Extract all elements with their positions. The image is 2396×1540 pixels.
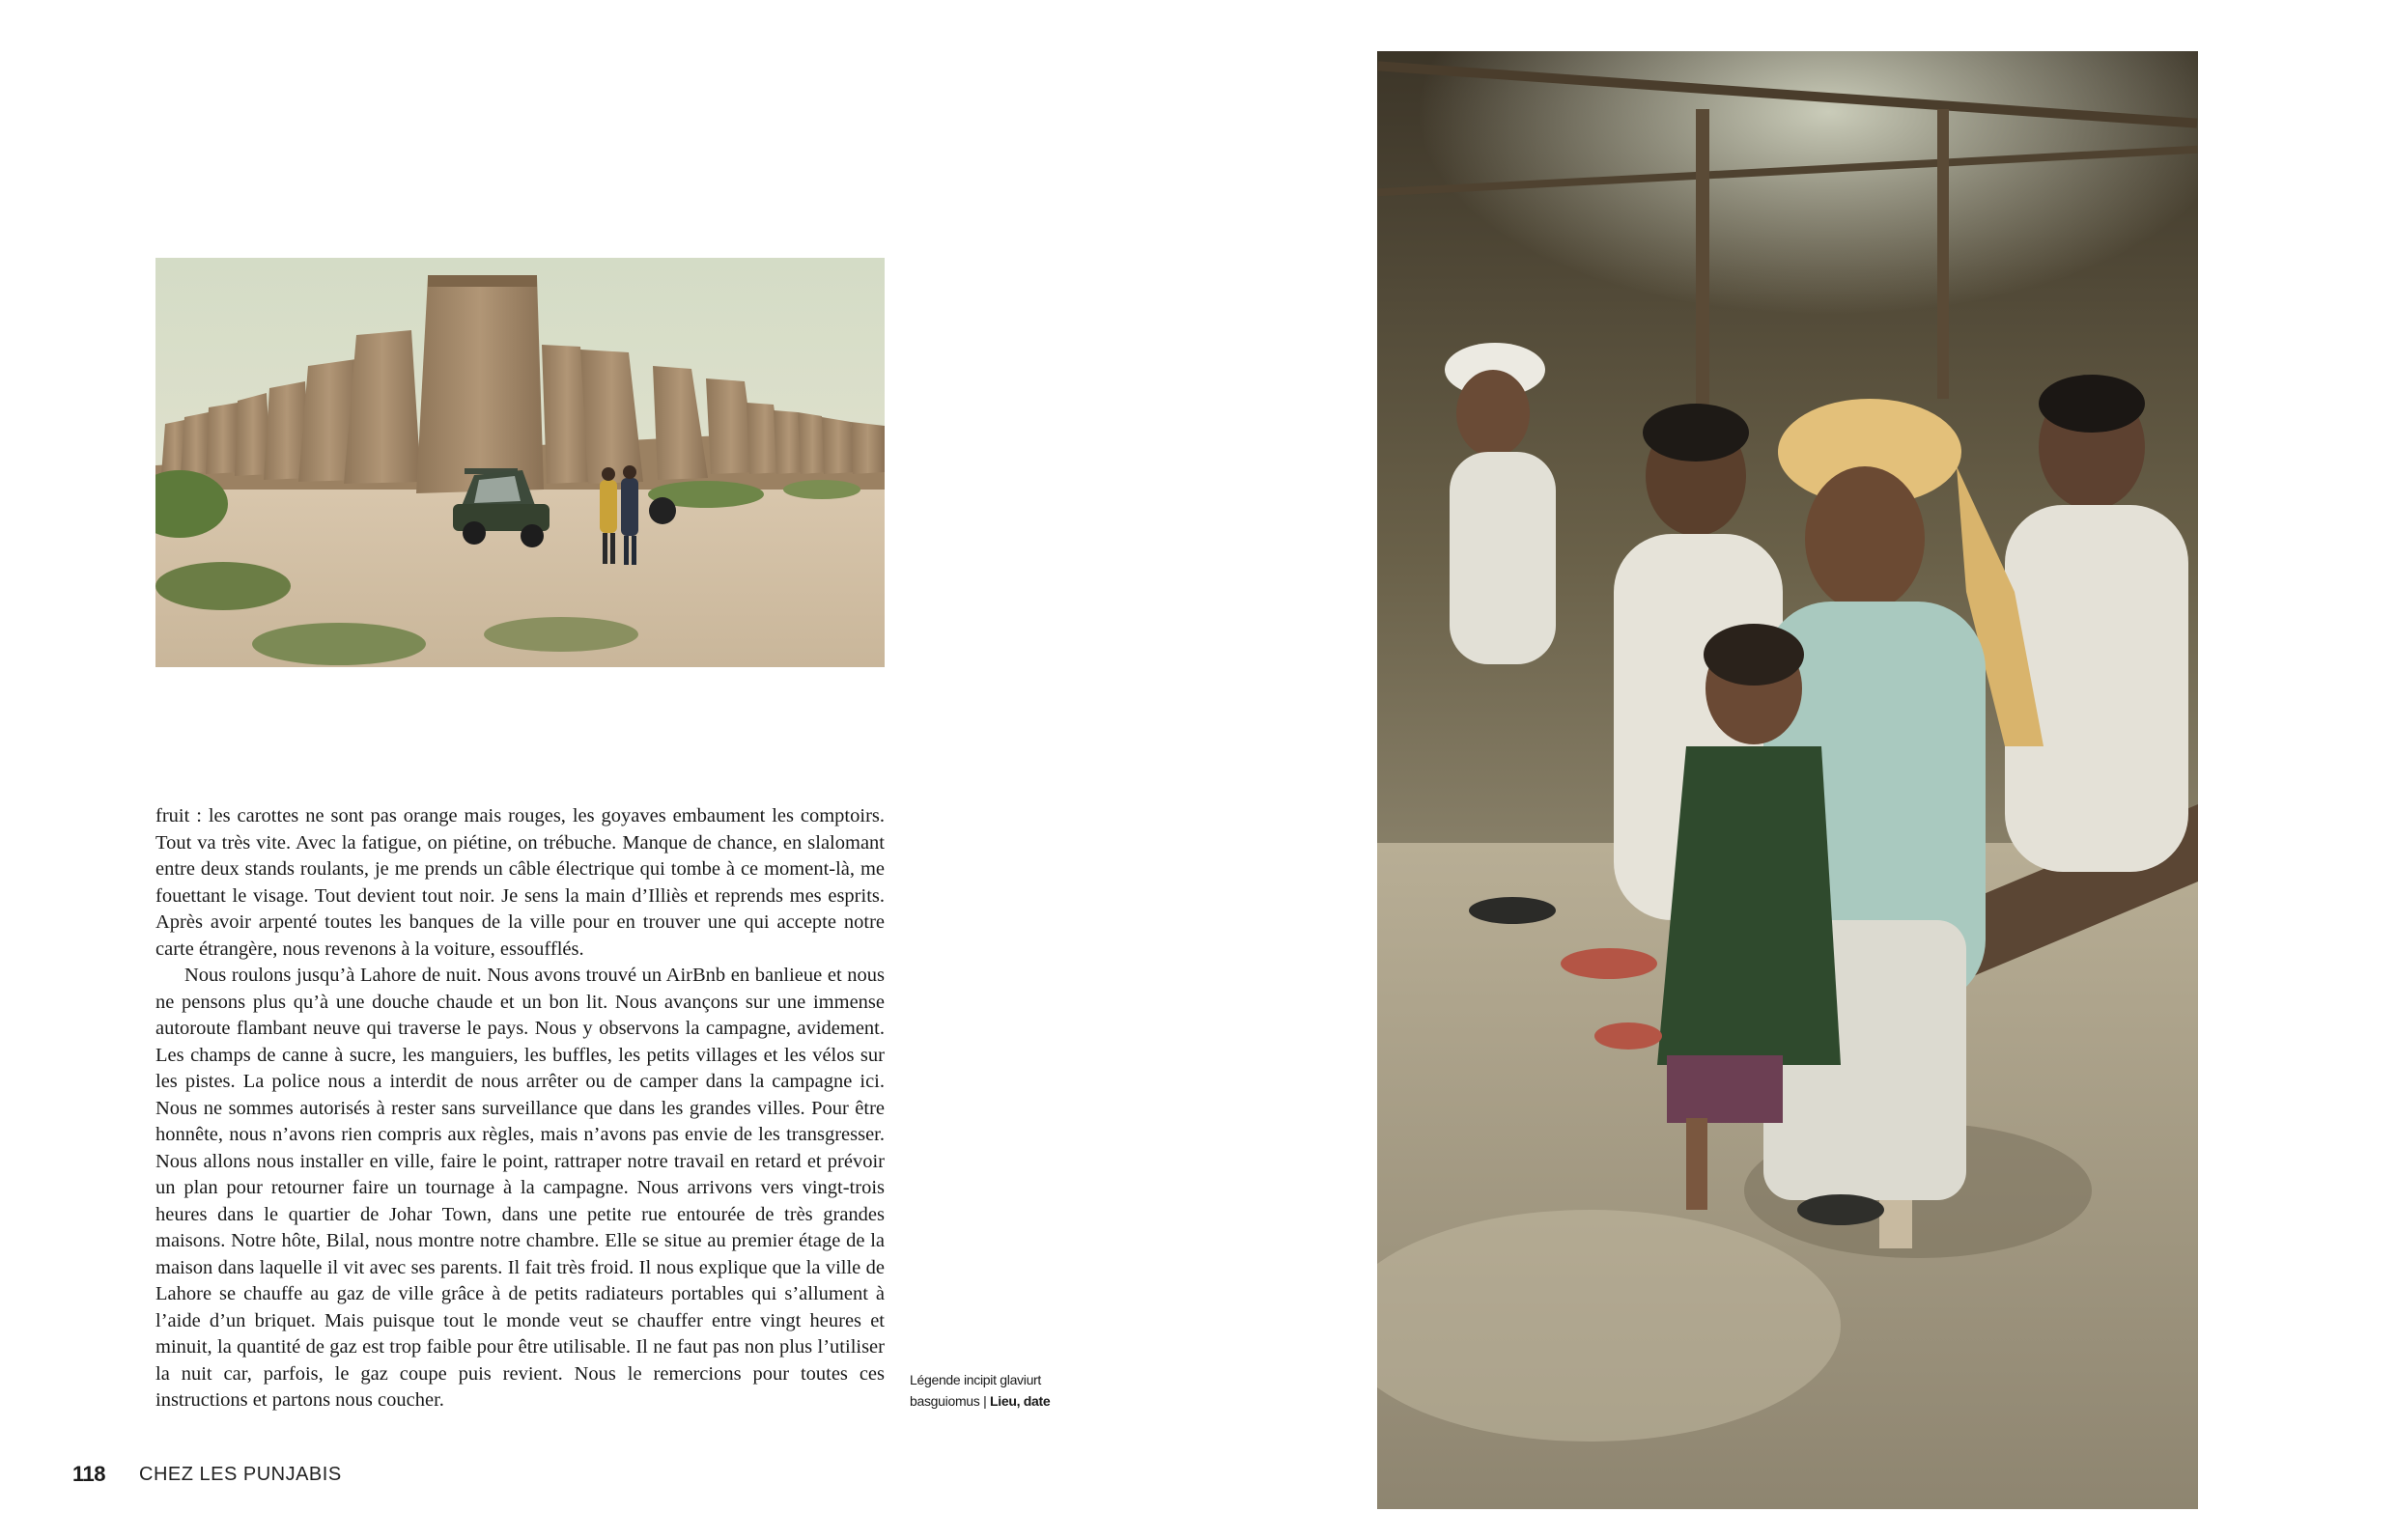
paragraph-2: Nous roulons jusqu’à Lahore de nuit. Nous avons trouvé un AirBnb en banlieue et nous ne pensons plus qu’à une douche chaude et un bon lit. Nous avançons sur une immense autoroute flambant neuve qui traverse le pays. Nous y observons la campagne, avidement. Les champs de canne à sucre, les manguiers, les buffles, les petits villages et les vélos sur les pistes. La police nous a interdit de nous arrêter ou de camper dans la campagne ici. Nous ne sommes autorisés à rester sans surveillance que dans les grandes villes. Pour être honnête, nous n’avons rien compris aux règles, mais n’avons pas envie de les transgresser. Nous allons nous installer en ville, faire le point, rattraper notre travail en retard et prévoir un plan pour retourner faire un tournage à la campagne. Nous arrivons vers vingt-trois heures dans le quartier de Johar Town, dans une petite rue entourée de très grandes maisons. Notre hôte, Bilal, nous montre notre chambre. Elle se situe au premier étage de la maison dans laquelle il vit avec ses parents. Il fait très froid. Il nous explique que la ville de Lahore se chauffe au gaz de ville grâce à de petits radiateurs portables qui s’allument à l’aide d’un briquet. Mais puisque tout le monde veut se chauffer entre vingt heures et minuit, la quantité de gaz est trop faible pour être utilisable. Il ne faut pas non plus l’utiliser la nuit car, parfois, le gaz coupe puis revient. Nous le remercions pour toutes ces instructions et partons nous coucher. (155, 965, 885, 1411)
caption-line-2 (910, 1390, 1103, 1412)
page-number: 118 (72, 1462, 105, 1486)
caption-line-1: Légende incipit glaviurt (910, 1372, 1042, 1387)
photo-caption (910, 1369, 1103, 1412)
body-text (155, 803, 885, 1414)
family-photo (1377, 51, 2198, 1509)
caption-text: basguiomus | (910, 1393, 987, 1409)
fort-photo (155, 258, 885, 667)
paragraph-1: fruit : les carottes ne sont pas orange mais rouges, les goyaves embaument les comptoirs. Tout va très vite. Avec la fatigue, on piétine, on trébuche. Manque de chance, en slalomant entre deux stands roulants, je me prends un câble électrique qui tombe à ce moment-là, me fouettant le visage. Tout devient tout noir. Je sens la main d’Illiès et reprends mes esprits. Après avoir arpenté toutes les banques de la ville pour en trouver une qui accepte notre carte étrangère, nous revenons à la voiture, essoufflés. (155, 805, 885, 960)
caption-location-date: Lieu, date (990, 1393, 1051, 1409)
running-head: CHEZ LES PUNJABIS (139, 1464, 342, 1485)
